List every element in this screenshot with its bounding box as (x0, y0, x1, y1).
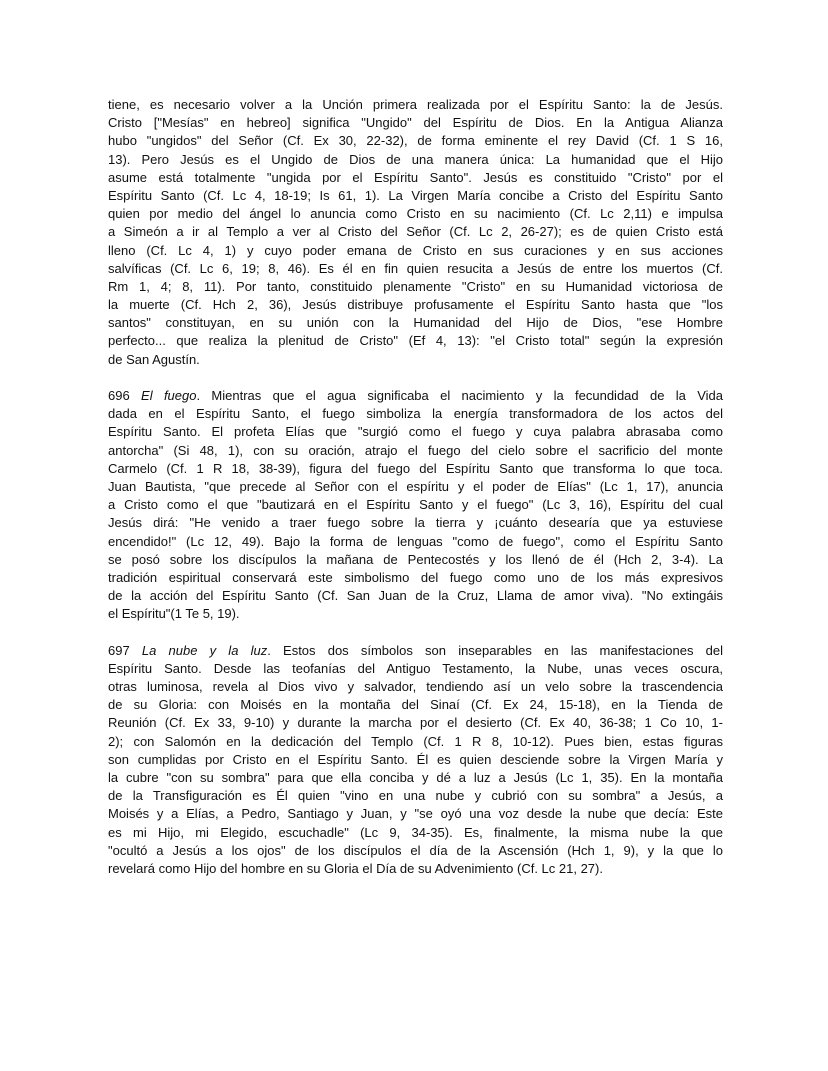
line-text: Espíritu Santo. El profeta Elías que "surgió como el fuego y cuya palabra abrasaba como (108, 424, 723, 440)
paragraph (108, 96, 723, 369)
text-line (108, 187, 723, 205)
document-page (108, 96, 723, 896)
text-line (108, 605, 723, 623)
line-text: 13). Pero Jesús es el Ungido de Dios de una manera única: La humanidad que el Hijo (108, 151, 723, 167)
text-line (108, 587, 723, 605)
line-text: de su Gloria: con Moisés en la montaña del Sinaí (Cf. Ex 24, 15-18), en la Tienda de (108, 697, 723, 713)
line-text: quien por medio del ángel lo anuncia como Cristo en su nacimiento (Cf. Lc 2,11) e impulsa (108, 206, 723, 222)
text-line (108, 805, 723, 823)
line-text: la muerte (Cf. Hch 2, 36), Jesús distribuye profusamente el Espíritu Santo hasta que "los (108, 297, 723, 313)
text-line (108, 314, 723, 332)
line-text: es mi Hijo, mi Elegido, escuchadle" (Lc 9, 34-35). Es, finalmente, la misma nube la que (108, 824, 723, 840)
text-line (108, 405, 723, 423)
line-text: santos" constituyan, en su unión con la Humanidad del Hijo de Dios, "ese Hombre (108, 315, 723, 331)
line-text: Jesús dirá: "He venido a traer fuego sobre la tierra y ¡cuánto desearía que ya estuviese (108, 515, 723, 531)
text-line (108, 696, 723, 714)
line-text: lleno (Cf. Lc 4, 1) y cuyo poder emana de Cristo en sus curaciones y en sus acciones (108, 242, 723, 258)
text-line (108, 751, 723, 769)
text-line (108, 714, 723, 732)
line-text: hubo "ungidos" del Señor (Cf. Ex 30, 22-32), de forma eminente el rey David (Cf. 1 S 16, (108, 133, 723, 149)
line-text: Juan Bautista, "que precede al Señor con el espíritu y el poder de Elías" (Lc 1, 17), anuncia (108, 478, 723, 494)
text-line (108, 205, 723, 223)
text-line (108, 332, 723, 350)
paragraph-number: 697 (108, 642, 130, 658)
line-text: asume está totalmente "ungida por el Espíritu Santo". Jesús es constituido "Cristo" por el (108, 169, 723, 185)
paragraph-number: 696 (108, 388, 130, 403)
text-line (108, 496, 723, 514)
text-line (108, 642, 723, 660)
text-line (108, 242, 723, 260)
text-line (108, 860, 723, 878)
line-text: "ocultó a Jesús a los ojos" de los discípulos el día de la Ascensión (Hch 1, 9), y la que lo (108, 842, 723, 858)
text-line (108, 551, 723, 569)
line-text: Cristo ["Mesías" en hebreo] significa "Ungido" del Espíritu de Dios. En la Antigua Alianza (108, 115, 723, 131)
line-text: a Cristo como el que "bautizará en el Espíritu Santo y el fuego" (Lc 3, 16), Espíritu del cual (108, 497, 723, 513)
line-text: tradición espiritual conservará este simbolismo del fuego como uno de los más expresivos (108, 569, 723, 585)
line-text: son cumplidas por Cristo en el Espíritu Santo. Él es quien desciende sobre la Virgen María y (108, 751, 723, 767)
line-text: Moisés y a Elías, a Pedro, Santiago y Juan, y "se oyó una voz desde la nube que decía: Este (108, 806, 723, 822)
text-line (108, 387, 723, 405)
line-text: tiene, es necesario volver a la Unción primera realizada por el Espíritu Santo: la de Jesús. (108, 97, 723, 112)
text-line (108, 114, 723, 132)
text-line (108, 96, 723, 114)
line-text: antorcha" (Si 48, 1), con su oración, atrajo el fuego del cielo sobre el sacrificio del monte (108, 442, 723, 458)
text-line (108, 769, 723, 787)
text-line (108, 660, 723, 678)
text-line (108, 223, 723, 241)
text-line (108, 842, 723, 860)
line-text: de la Transfiguración es Él quien "vino en una nube y cubrió con su sombra" a Jesús, a (108, 788, 723, 804)
text-line (108, 169, 723, 187)
text-line (108, 824, 723, 842)
text-line (108, 478, 723, 496)
text-line (108, 260, 723, 278)
line-text: perfecto... que realiza la plenitud de Cristo" (Ef 4, 13): "el Cristo total" según la expresión (108, 333, 723, 349)
line-text: el Espíritu"(1 Te 5, 19). (108, 606, 240, 622)
line-text: encendido!" (Lc 12, 49). Bajo la forma de lenguas "como de fuego", como el Espíritu Santo (108, 533, 723, 549)
text-line (108, 569, 723, 587)
line-text: a Simeón a ir al Templo a ver al Cristo del Señor (Cf. Lc 2, 26-27); es de quien Cristo está (108, 224, 723, 240)
text-line (108, 296, 723, 314)
line-text: Espíritu Santo (Cf. Lc 4, 18-19; Is 61, 1). La Virgen María concibe a Cristo del Espíritu Santo (108, 187, 723, 203)
paragraph (108, 387, 723, 623)
text-line (108, 442, 723, 460)
text-line (108, 787, 723, 805)
text-line (108, 533, 723, 551)
line-text: . Mientras que el agua significaba el nacimiento y la fecundidad de la Vida (196, 388, 723, 403)
line-text: 2); con Salomón en la dedicación del Templo (Cf. 1 R 8, 10-12). Pues bien, estas figuras (108, 733, 723, 749)
line-text: de San Agustín. (108, 351, 200, 367)
text-line (108, 460, 723, 478)
line-text: Espíritu Santo. Desde las teofanías del Antiguo Testamento, la Nube, unas veces oscura, (108, 660, 723, 676)
line-text: la cubre "con su sombra" para que ella conciba y dé a luz a Jesús (Lc 1, 35). En la montaña (108, 769, 723, 785)
line-text: se posó sobre los discípulos la mañana de Pentecostés y los llenó de él (Hch 2, 3-4). La (108, 551, 723, 567)
line-text: revelará como Hijo del hombre en su Gloria el Día de su Advenimiento (Cf. Lc 21, 27). (108, 860, 603, 876)
text-line (108, 514, 723, 532)
text-line (108, 151, 723, 169)
line-text: de la acción del Espíritu Santo (Cf. San Juan de la Cruz, Llama de amor viva). "No extingáis (108, 588, 723, 604)
line-text: salvíficas (Cf. Lc 6, 19; 8, 46). Es él en fin quien resucita a Jesús de entre los muertos (Cf. (108, 260, 723, 276)
text-line (108, 132, 723, 150)
text-line (108, 351, 723, 369)
line-text: . Estos dos símbolos son inseparables en las manifestaciones del (267, 642, 723, 658)
text-line (108, 733, 723, 751)
line-text: otras luminosa, revela al Dios vivo y salvador, tendiendo así un velo sobre la trascendencia (108, 679, 723, 694)
line-text: dada en el Espíritu Santo, el fuego simboliza la energía transformadora de los actos del (108, 406, 723, 422)
text-line (108, 423, 723, 441)
paragraph-title: La nube y la luz (141, 642, 268, 658)
text-line (108, 278, 723, 296)
line-text: Carmelo (Cf. 1 R 18, 38-39), figura del fuego del Espíritu Santo que transforma lo que toca. (108, 460, 723, 476)
paragraph (108, 642, 723, 878)
text-line (108, 678, 723, 696)
paragraph-title: El fuego (141, 388, 197, 403)
line-text: Reunión (Cf. Ex 33, 9-10) y durante la marcha por el desierto (Cf. Ex 40, 36-38; 1 Co 10, 1- (108, 715, 723, 731)
line-text: Rm 1, 4; 8, 11). Por tanto, constituido plenamente "Cristo" en su Humanidad victoriosa de (108, 278, 723, 294)
